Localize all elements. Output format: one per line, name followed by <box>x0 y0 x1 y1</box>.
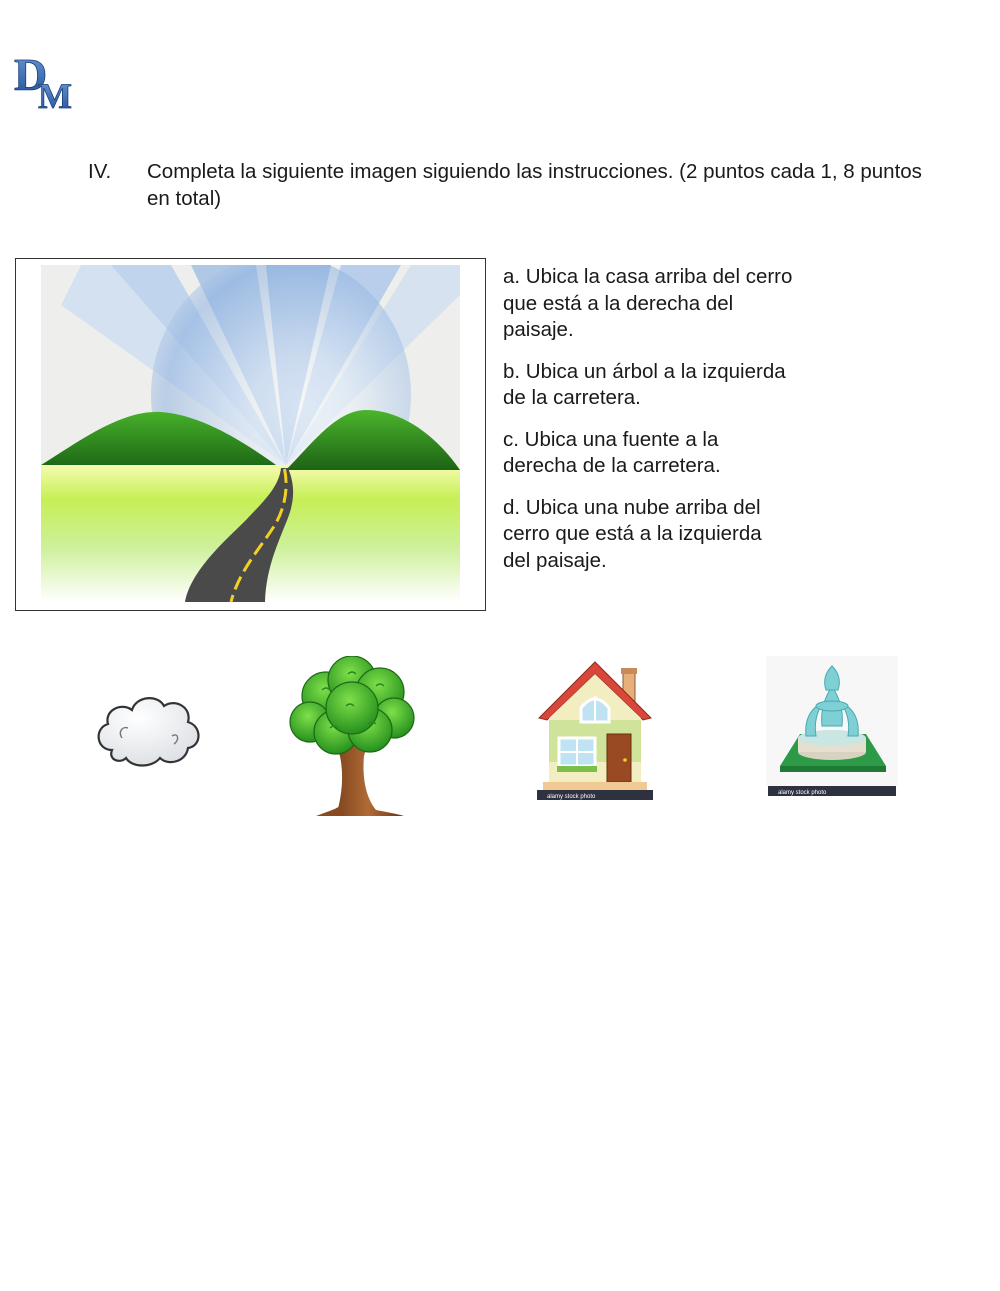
instruction-b: b. Ubica un árbol a la izquierda de la carretera. <box>503 359 786 409</box>
svg-text:M: M <box>38 76 72 112</box>
instruction-a: a. Ubica la casa arriba del cerro que está a la derecha del paisaje. <box>503 265 793 341</box>
fountain-image[interactable] <box>766 656 898 798</box>
landscape-scene <box>15 258 486 611</box>
instruction-d: d. Ubica una nube arriba del cerro que está a la izquierda del paisaje. <box>503 495 762 572</box>
landscape-illustration <box>41 265 460 602</box>
tree-image[interactable] <box>286 656 418 816</box>
svg-text:D: D <box>14 50 48 100</box>
question-text: Completa la siguiente imagen siguiendo las instrucciones. (2 puntos cada 1, 8 puntos en total) <box>147 160 922 210</box>
instructions-list <box>503 264 803 589</box>
house-watermark: alamy stock photo <box>547 794 596 800</box>
instruction-c: c. Ubica una fuente a la derecha de la carretera. <box>503 427 721 477</box>
fountain-watermark: alamy stock photo <box>778 790 827 796</box>
house-image[interactable] <box>535 660 655 802</box>
cloud-image[interactable] <box>92 688 204 770</box>
question-number: IV. <box>88 160 112 183</box>
dm-logo <box>12 50 82 112</box>
